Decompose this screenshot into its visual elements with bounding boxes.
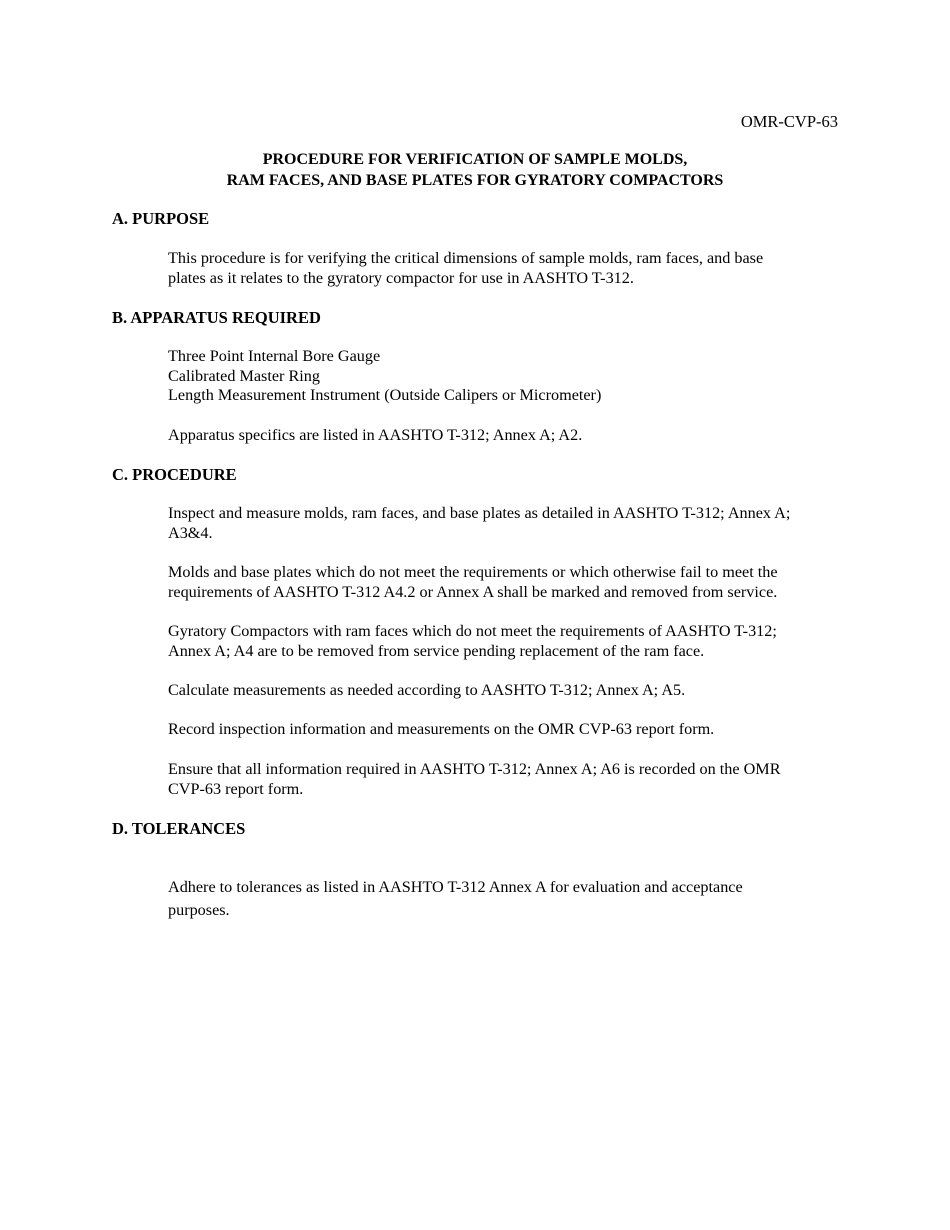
- section-heading-procedure: C. PROCEDURE: [112, 465, 237, 484]
- apparatus-item: Calibrated Master Ring: [168, 366, 320, 385]
- section-heading-apparatus: B. APPARATUS REQUIRED: [112, 308, 321, 327]
- purpose-line-2: plates as it relates to the gyratory compactor for use in AASHTO T-312.: [168, 268, 634, 287]
- procedure-p1-line-2: A3&4.: [168, 523, 213, 542]
- document-title: [0, 150, 950, 191]
- section-heading-purpose: A. PURPOSE: [112, 209, 210, 228]
- procedure-p5-text: Record inspection information and measurements on the OMR CVP-63 report form.: [168, 720, 715, 738]
- procedure-paragraph-5: [168, 720, 838, 740]
- procedure-p3-line-1: Gyratory Compactors with ram faces which do not meet the requirements of AASHTO T-312;: [168, 622, 777, 640]
- procedure-paragraph-3: [168, 622, 838, 661]
- apparatus-note: [168, 426, 838, 446]
- purpose-line-1: This procedure is for verifying the critical dimensions of sample molds, ram faces, and base: [168, 249, 764, 267]
- procedure-p2-line-2: requirements of AASHTO T-312 A4.2 or Annex A shall be marked and removed from service.: [168, 582, 778, 601]
- title-line-2: RAM FACES, AND BASE PLATES FOR GYRATORY COMPACTORS: [226, 171, 724, 189]
- procedure-paragraph-6: [168, 760, 838, 799]
- apparatus-item: Three Point Internal Bore Gauge: [168, 347, 381, 365]
- procedure-p6-line-1: Ensure that all information required in AASHTO T-312; Annex A; A6 is recorded on the OMR: [168, 760, 781, 778]
- tolerances-line-2: purposes.: [168, 901, 230, 919]
- procedure-paragraph-1: [168, 504, 838, 543]
- apparatus-item: Length Measurement Instrument (Outside Calipers or Micrometer): [168, 386, 602, 405]
- procedure-p3-line-2: Annex A; A4 are to be removed from service pending replacement of the ram face.: [168, 641, 705, 660]
- procedure-paragraph-4: [168, 681, 838, 701]
- section-heading-tolerances: D. TOLERANCES: [112, 819, 246, 838]
- procedure-paragraph-2: [168, 563, 838, 602]
- apparatus-note-text: Apparatus specifics are listed in AASHTO T-312; Annex A; A2.: [168, 426, 583, 444]
- purpose-paragraph: [168, 249, 838, 288]
- document-id: OMR-CVP-63: [740, 112, 838, 131]
- procedure-p6-line-2: CVP-63 report form.: [168, 779, 304, 798]
- procedure-p4-text: Calculate measurements as needed according to AASHTO T-312; Annex A; A5.: [168, 681, 686, 699]
- tolerances-paragraph: [168, 876, 838, 922]
- tolerances-line-1: Adhere to tolerances as listed in AASHTO T-312 Annex A for evaluation and acceptance: [168, 878, 743, 896]
- procedure-p2-line-1: Molds and base plates which do not meet the requirements or which otherwise fail to meet the: [168, 563, 778, 581]
- title-line-1: PROCEDURE FOR VERIFICATION OF SAMPLE MOLDS,: [262, 151, 688, 168]
- apparatus-list: [168, 347, 838, 406]
- procedure-p1-line-1: Inspect and measure molds, ram faces, and base plates as detailed in AASHTO T-312; Annex A;: [168, 504, 791, 522]
